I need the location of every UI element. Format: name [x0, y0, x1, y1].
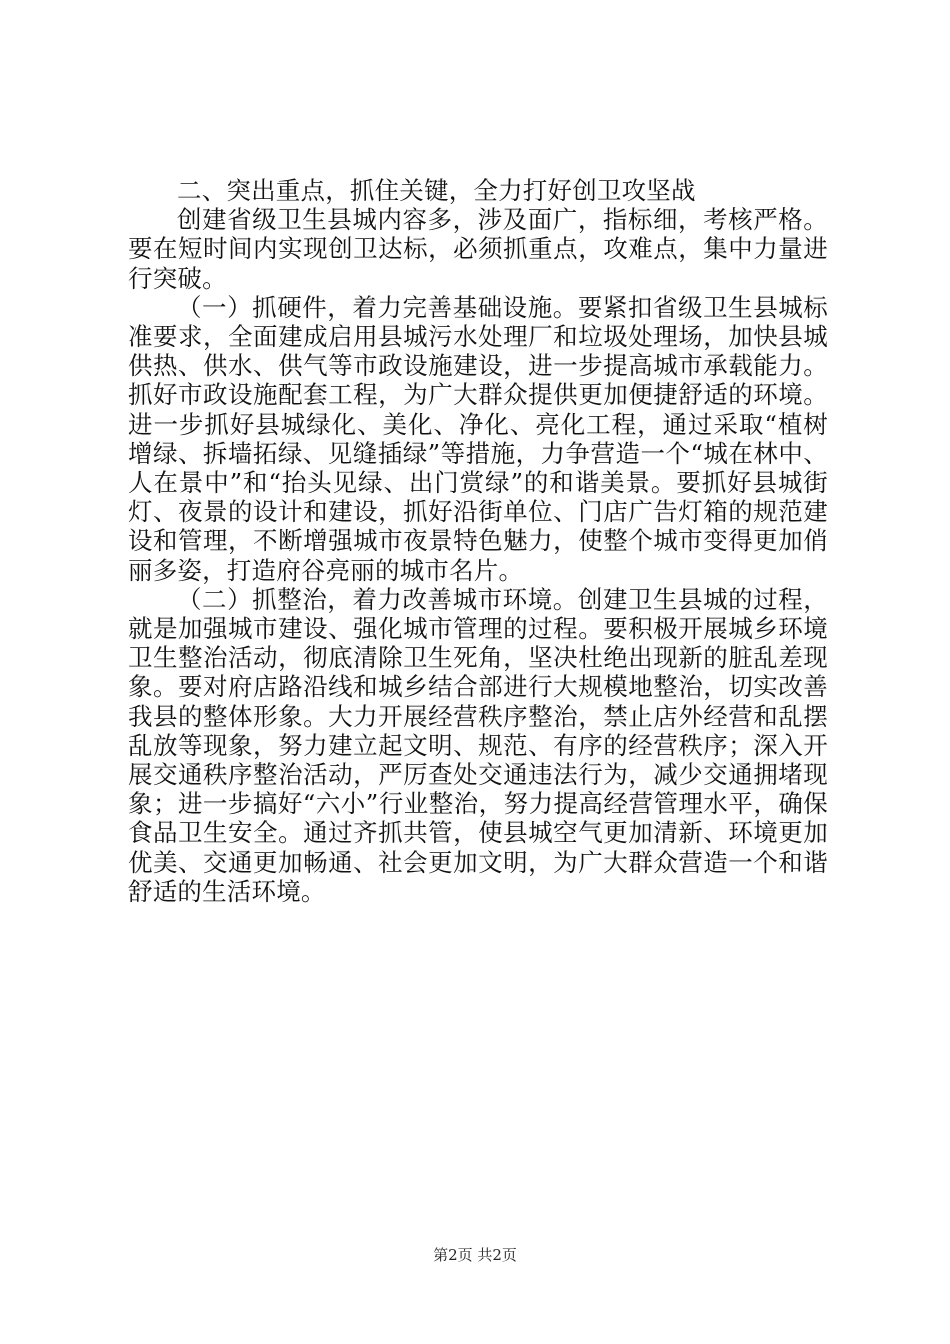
- page-footer: 第2页 共2页: [433, 1246, 517, 1264]
- paragraph-intro: 创建省级卫生县城内容多，涉及面广，指标细，考核严格。要在短时间内实现创卫达标，必须抓重点，攻难点，集中力量进行突破。: [128, 205, 828, 293]
- section-heading: 二、突出重点，抓住关键，全力打好创卫攻坚战: [177, 176, 696, 205]
- document-body: [128, 176, 828, 906]
- paragraph-hardware: （一）抓硬件，着力完善基础设施。要紧扣省级卫生县城标准要求，全面建成启用县城污水处理厂和垃圾处理场，加快县城供热、供水、供气等市政设施建设，进一步提高城市承载能力。抓好市政设施配套工程，为广大群众提供更加便捷舒适的环境。进一步抓好县城绿化、美化、净化、亮化工程，通过采取“植树增绿、拆墙拓绿、见缝插绿”等措施，力争营造一个“城在林中、人在景中”和“抬头见绿、出门赏绿”的和谐美景。要抓好县城街灯、夜景的设计和建设，抓好沿街单位、门店广告灯箱的规范建设和管理，不断增强城市夜景特色魅力，使整个城市变得更加俏丽多姿，打造府谷亮丽的城市名片。: [128, 292, 828, 585]
- paragraph-rectification: （二）抓整治，着力改善城市环境。创建卫生县城的过程，就是加强城市建设、强化城市管理的过程。要积极开展城乡环境卫生整治活动，彻底清除卫生死角，坚决杜绝出现新的脏乱差现象。要对府店路沿线和城乡结合部进行大规模地整治，切实改善我县的整体形象。大力开展经营秩序整治，禁止店外经营和乱摆乱放等现象，努力建立起文明、规范、有序的经营秩序；深入开展交通秩序整治活动，严厉查处交通违法行为，减少交通拥堵现象；进一步搞好“六小”行业整治，努力提高经营管理水平，确保食品卫生安全。通过齐抓共管，使县城空气更加清新、环境更加优美、交通更加畅通、社会更加文明，为广大群众营造一个和谐舒适的生活环境。: [128, 584, 828, 906]
